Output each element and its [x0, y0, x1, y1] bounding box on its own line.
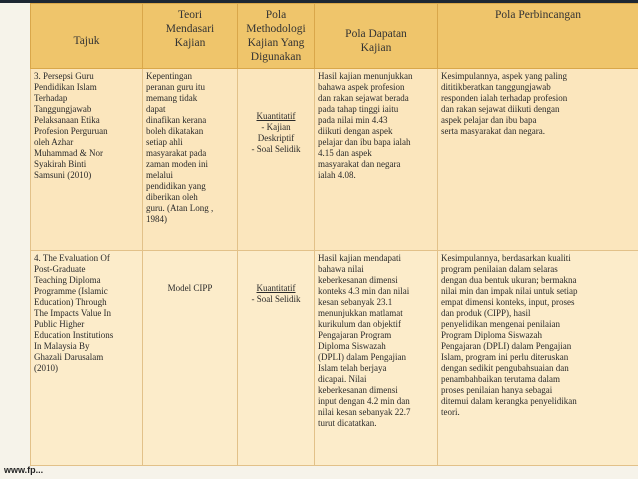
cell-teori: Kepentingan peranan guru itu memang tidak dapat dinafikan kerana boleh dikatakan setiap ahli masyarakat pada zaman moden ini melalui pendidikan yang diberikan oleh guru. (Atan Long , 1984)	[143, 69, 238, 251]
footer-url: www.fp...	[4, 465, 44, 475]
cell-tajuk: 4. The Evaluation Of Post-Graduate Teaching Diploma Programme (Islamic Education) Through The Impacts Value In Public Higher Education Institutions In Malaysia By Ghazali Darusalam (2010)	[31, 251, 143, 466]
cell-methodologi: Kuantitatif - Soal Selidik	[238, 251, 315, 466]
header-pola-dapatan: Pola Dapatan Kajian	[315, 4, 438, 69]
cell-methodologi: Kuantitatif - Kajian Deskriptif - Soal Selidik	[238, 69, 315, 251]
header-row	[31, 4, 638, 69]
cell-perbincangan: Kesimpulannya, berdasarkan kualiti program penilaian dalam selaras dengan dua bentuk ukuran; bermakna nilai min dan impak nilai untuk setiap empat dimensi konteks, input, proses dan produk (CIPP), hasil penyelidikan mengenai penilaian Program Diploma Siswazah Pengajaran (DPLI) dalam Pengajian Islam, program ini perlu diteruskan dengan sedikit pengubahsuaian dan penambahbaikan terutama dalam proses penilaian hanya sebagai ditemui dalam kerangka penyelidikan teori.	[438, 251, 638, 466]
header-teori: Teori Mendasari Kajian	[143, 4, 238, 69]
header-pola-perbincangan: Pola Perbincangan	[438, 4, 638, 69]
table-row	[31, 251, 638, 466]
cell-tajuk: 3. Persepsi Guru Pendidikan Islam Terhadap Tanggungjawab Pelaksanaan Etika Profesion Perguruan oleh Azhar Muhammad & Nor Syakirah Binti Samsuni (2010)	[31, 69, 143, 251]
header-tajuk: Tajuk	[31, 4, 143, 69]
cell-dapatan: Hasil kajian mendapati bahawa nilai keberkesanan dimensi konteks 4.3 min dan nilai kesan sebanyak 23.1 menunjukkan matlamat kurikulum dan objektif Pengajaran Program Diploma Siswazah (DPLI) dalam Pengajian Islam telah berjaya dicapai. Nilai keberkesanan dimensi input dengan 4.2 min dan nilai kesan sebanyak 22.7 turut dicatatkan.	[315, 251, 438, 466]
cell-teori: Model CIPP	[143, 251, 238, 466]
header-pola-methodologi: Pola Methodologi Kajian Yang Digunakan	[238, 4, 315, 69]
comparison-table	[30, 3, 638, 466]
cell-dapatan: Hasil kajian menunjukkan bahawa aspek profesion dan rakan sejawat berada pada tahap tinggi iaitu pada nilai min 4.43 diikuti dengan aspek pelajar dan ibu bapa ialah 4.15 dan aspek masyarakat dan negara ialah 4.08.	[315, 69, 438, 251]
table-row	[31, 69, 638, 251]
cell-perbincangan: Kesimpulannya, aspek yang paling dititikberatkan tanggungjawab responden ialah terhadap profesion dan rakan sejawat diikuti dengan aspek pelajar dan ibu bapa serta masyarakat dan negara.	[438, 69, 638, 251]
